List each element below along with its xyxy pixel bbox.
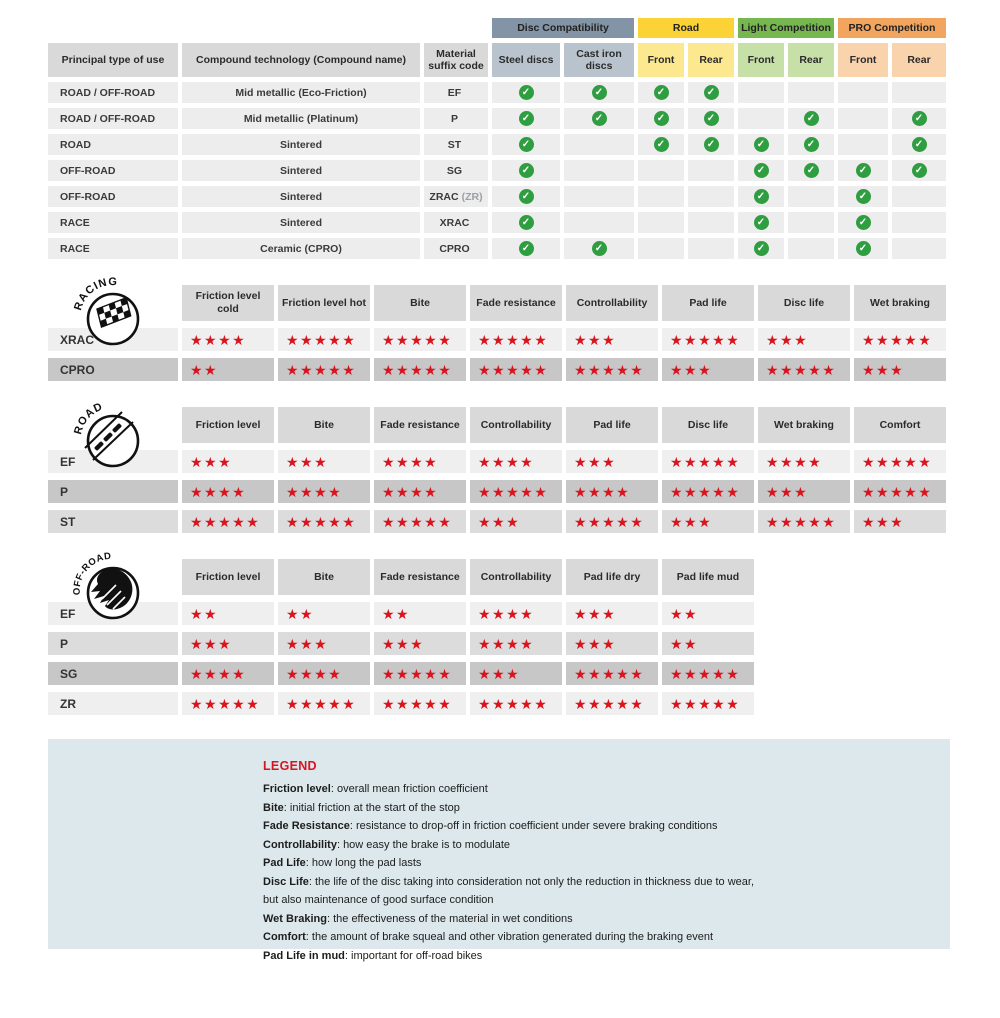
check-icon: ✓ — [592, 85, 607, 100]
legend-desc: : the effectiveness of the material in wet conditions — [326, 912, 573, 925]
star-rating: ★★★★★ — [662, 328, 754, 351]
legend-item — [263, 836, 920, 855]
offroad-section-label: OFF-ROAD — [71, 550, 113, 596]
group-header-light-competition: Light Competition — [738, 18, 834, 38]
compat-cell — [738, 212, 784, 233]
compat-cell — [492, 108, 560, 129]
suffix-cell — [424, 82, 488, 103]
row-label: ZR — [48, 692, 178, 715]
compat-cell — [788, 134, 834, 155]
compat-cell — [838, 134, 888, 155]
check-icon: ✓ — [804, 137, 819, 152]
legend-term: Disc Life — [263, 875, 309, 888]
compatibility-table — [48, 18, 1000, 259]
racing-col-header: Fade resistance — [470, 285, 562, 321]
star-rating: ★★ — [278, 602, 370, 625]
road-table — [48, 407, 1000, 533]
check-icon: ✓ — [654, 85, 669, 100]
suffix-code: ST — [447, 138, 462, 151]
legend-term: Fade Resistance — [263, 820, 350, 832]
legend-item — [263, 873, 920, 892]
star-rating: ★★★★ — [470, 632, 562, 655]
compat-cell — [892, 160, 946, 181]
compound-cell: Sintered — [182, 160, 420, 181]
star-rating: ★★★ — [758, 480, 850, 503]
check-icon: ✓ — [704, 111, 719, 126]
suffix-cell — [424, 238, 488, 259]
use-cell: OFF-ROAD — [48, 186, 178, 207]
col-header-road-front: Front — [638, 43, 684, 77]
compat-cell — [638, 186, 684, 207]
suffix-code: EF — [447, 86, 462, 99]
star-rating: ★★★★ — [374, 480, 466, 503]
compat-cell — [638, 212, 684, 233]
racing-col-header: Controllability — [566, 285, 658, 321]
compat-cell — [492, 134, 560, 155]
group-header-pro-competition: PRO Competition — [838, 18, 946, 38]
legend-item — [263, 799, 920, 818]
racing-col-header: Wet braking — [854, 285, 946, 321]
star-rating: ★★★★★ — [566, 358, 658, 381]
star-rating: ★★★ — [182, 632, 274, 655]
compat-cell — [738, 108, 784, 129]
compat-cell — [492, 160, 560, 181]
star-rating: ★★★★★ — [854, 450, 946, 473]
check-icon: ✓ — [912, 111, 927, 126]
check-icon: ✓ — [592, 111, 607, 126]
star-rating: ★★★★★ — [374, 358, 466, 381]
legend-desc: : the life of the disc taking into consideration not only the reduction in thickness due to wear, — [308, 875, 755, 888]
suffix-cell — [424, 108, 488, 129]
star-rating: ★★★★★ — [278, 692, 370, 715]
check-icon: ✓ — [754, 189, 769, 204]
use-cell: ROAD — [48, 134, 178, 155]
check-icon: ✓ — [592, 241, 607, 256]
compat-cell — [638, 134, 684, 155]
star-rating: ★★★★★ — [470, 480, 562, 503]
compat-cell — [564, 108, 634, 129]
star-rating: ★★★★★ — [566, 510, 658, 533]
road-col-header: Wet braking — [758, 407, 850, 443]
corner-spacer — [48, 18, 488, 38]
star-rating: ★★★ — [566, 328, 658, 351]
compat-cell — [638, 82, 684, 103]
road-col-header: Friction level — [182, 407, 274, 443]
star-rating: ★★★ — [278, 632, 370, 655]
offroad-col-header: Bite — [278, 559, 370, 595]
star-rating: ★★ — [182, 602, 274, 625]
compat-cell — [788, 238, 834, 259]
star-rating: ★★★★★ — [278, 358, 370, 381]
offroad-col-header: Controllability — [470, 559, 562, 595]
legend-desc: : overall mean friction coefficient — [330, 783, 488, 795]
col-header-road-rear: Rear — [688, 43, 734, 77]
col-header-principal-use: Principal type of use — [48, 43, 178, 77]
check-icon: ✓ — [912, 137, 927, 152]
compound-cell: Sintered — [182, 212, 420, 233]
compat-cell — [892, 212, 946, 233]
star-rating: ★★★★ — [278, 662, 370, 685]
legend-item — [263, 928, 920, 947]
star-rating: ★★★★★ — [662, 450, 754, 473]
datasheet-page — [0, 18, 1000, 1018]
compat-cell — [564, 238, 634, 259]
compat-cell — [892, 108, 946, 129]
compat-cell — [838, 82, 888, 103]
star-rating: ★★★ — [182, 450, 274, 473]
road-col-header: Disc life — [662, 407, 754, 443]
star-rating: ★★★ — [470, 662, 562, 685]
compat-cell — [688, 212, 734, 233]
col-header-pro-front: Front — [838, 43, 888, 77]
compat-cell — [838, 108, 888, 129]
star-rating: ★★★★ — [470, 450, 562, 473]
compat-cell — [738, 134, 784, 155]
suffix-cell — [424, 186, 488, 207]
col-header-pro-rear: Rear — [892, 43, 946, 77]
use-cell: RACE — [48, 238, 178, 259]
compound-cell: Sintered — [182, 134, 420, 155]
star-rating: ★★★ — [566, 450, 658, 473]
star-rating: ★★★★★ — [470, 692, 562, 715]
suffix-cell — [424, 134, 488, 155]
star-rating: ★★★★★ — [758, 358, 850, 381]
legend-item — [263, 854, 920, 873]
star-rating: ★★★★★ — [374, 328, 466, 351]
star-rating: ★★★★★ — [758, 510, 850, 533]
compat-cell — [738, 238, 784, 259]
col-header-lc-rear: Rear — [788, 43, 834, 77]
row-label: EF — [48, 450, 178, 473]
legend-desc: but also maintenance of good surface condition — [263, 894, 494, 906]
legend-item — [263, 947, 920, 966]
star-rating: ★★★ — [662, 510, 754, 533]
star-rating: ★★★★★ — [278, 328, 370, 351]
legend-title: LEGEND — [263, 759, 317, 773]
suffix-code: XRAC — [439, 216, 470, 229]
star-rating: ★★★ — [566, 632, 658, 655]
star-rating: ★★★★ — [470, 602, 562, 625]
col-header-lc-front: Front — [738, 43, 784, 77]
check-icon: ✓ — [804, 111, 819, 126]
check-icon: ✓ — [519, 111, 534, 126]
compat-cell — [892, 238, 946, 259]
suffix-code: ZRAC — [429, 190, 459, 203]
check-icon: ✓ — [754, 163, 769, 178]
suffix-code: CPRO — [439, 242, 470, 255]
road-section — [48, 400, 1000, 533]
check-icon: ✓ — [856, 215, 871, 230]
road-col-header: Bite — [278, 407, 370, 443]
road-col-header: Fade resistance — [374, 407, 466, 443]
star-rating: ★★★★ — [278, 480, 370, 503]
compat-cell — [688, 134, 734, 155]
compat-cell — [638, 238, 684, 259]
row-label: SG — [48, 662, 178, 685]
row-label: EF — [48, 602, 178, 625]
compat-cell — [892, 82, 946, 103]
suffix-note: (ZR) — [461, 190, 483, 203]
col-header-steel-discs: Steel discs — [492, 43, 560, 77]
compat-cell — [688, 108, 734, 129]
road-col-header: Pad life — [566, 407, 658, 443]
check-icon: ✓ — [654, 111, 669, 126]
legend-item — [263, 891, 920, 910]
compat-cell — [738, 82, 784, 103]
compat-cell — [564, 160, 634, 181]
compat-cell — [638, 108, 684, 129]
check-icon: ✓ — [519, 137, 534, 152]
row-label: P — [48, 480, 178, 503]
offroad-icon — [70, 549, 154, 627]
col-header-compound-technology: Compound technology (Compound name) — [182, 43, 420, 77]
compat-cell — [688, 186, 734, 207]
offroad-col-header: Pad life dry — [566, 559, 658, 595]
check-icon: ✓ — [704, 85, 719, 100]
star-rating: ★★★★★ — [278, 510, 370, 533]
star-rating: ★★★★★ — [566, 662, 658, 685]
check-icon: ✓ — [519, 241, 534, 256]
compat-cell — [788, 160, 834, 181]
compat-cell — [838, 160, 888, 181]
legend-panel — [48, 739, 950, 962]
legend-term: Bite — [263, 801, 284, 814]
star-rating: ★★★ — [374, 632, 466, 655]
check-icon: ✓ — [754, 241, 769, 256]
star-rating: ★★★ — [278, 450, 370, 473]
group-header-road: Road — [638, 18, 734, 38]
suffix-code: P — [450, 112, 458, 125]
racing-col-header: Friction level hot — [278, 285, 370, 321]
star-rating: ★★ — [662, 602, 754, 625]
use-cell: OFF-ROAD — [48, 160, 178, 181]
star-rating: ★★★★★ — [470, 358, 562, 381]
offroad-section — [48, 550, 1000, 715]
compat-cell — [564, 186, 634, 207]
compat-cell — [738, 160, 784, 181]
legend-desc: : the amount of brake squeal and other vibration generated during the braking event — [305, 931, 714, 943]
compound-cell: Ceramic (CPRO) — [182, 238, 420, 259]
compat-cell — [788, 82, 834, 103]
star-rating: ★★★★ — [182, 328, 274, 351]
racing-col-header: Disc life — [758, 285, 850, 321]
compat-cell — [638, 160, 684, 181]
road-col-header: Comfort — [854, 407, 946, 443]
compat-cell — [892, 134, 946, 155]
check-icon: ✓ — [856, 189, 871, 204]
check-icon: ✓ — [654, 137, 669, 152]
compound-cell: Mid metallic (Eco-Friction) — [182, 82, 420, 103]
compat-cell — [492, 212, 560, 233]
suffix-code: SG — [446, 164, 463, 177]
legend-item — [263, 910, 920, 929]
star-rating: ★★ — [182, 358, 274, 381]
use-cell: ROAD / OFF-ROAD — [48, 82, 178, 103]
road-icon — [70, 397, 154, 475]
compound-cell: Mid metallic (Platinum) — [182, 108, 420, 129]
compat-cell — [838, 238, 888, 259]
row-label: P — [48, 632, 178, 655]
row-label: XRAC — [48, 328, 178, 351]
star-rating: ★★★ — [470, 510, 562, 533]
star-rating: ★★★★★ — [662, 662, 754, 685]
star-rating: ★★★★★ — [662, 480, 754, 503]
check-icon: ✓ — [519, 85, 534, 100]
check-icon: ✓ — [856, 241, 871, 256]
star-rating: ★★★★★ — [854, 328, 946, 351]
offroad-table — [48, 559, 1000, 715]
check-icon: ✓ — [519, 163, 534, 178]
use-cell: ROAD / OFF-ROAD — [48, 108, 178, 129]
compat-cell — [688, 238, 734, 259]
check-icon: ✓ — [519, 189, 534, 204]
legend-term: Friction level — [263, 783, 331, 795]
legend-desc: : how long the pad lasts — [305, 857, 422, 869]
star-rating: ★★★★★ — [566, 692, 658, 715]
check-icon: ✓ — [704, 137, 719, 152]
row-label: ST — [48, 510, 178, 533]
suffix-cell — [424, 160, 488, 181]
star-rating: ★★★ — [854, 510, 946, 533]
use-cell: RACE — [48, 212, 178, 233]
racing-section-label: RACING — [72, 276, 118, 312]
legend-desc: : resistance to drop-off in friction coefficient under severe braking conditions — [349, 820, 718, 832]
legend-term: Wet Braking — [263, 912, 327, 925]
compat-cell — [564, 82, 634, 103]
compat-cell — [788, 212, 834, 233]
star-rating: ★★ — [662, 632, 754, 655]
compat-cell — [738, 186, 784, 207]
legend-term: Pad Life — [263, 857, 306, 869]
star-rating: ★★★★★ — [182, 692, 274, 715]
legend-term: Comfort — [263, 931, 306, 943]
compat-cell — [564, 212, 634, 233]
offroad-col-header: Fade resistance — [374, 559, 466, 595]
racing-col-header: Pad life — [662, 285, 754, 321]
check-icon: ✓ — [804, 163, 819, 178]
star-rating: ★★★★★ — [470, 328, 562, 351]
compound-cell: Sintered — [182, 186, 420, 207]
star-rating: ★★★★★ — [374, 510, 466, 533]
racing-col-header: Friction level cold — [182, 285, 274, 321]
compat-cell — [492, 82, 560, 103]
star-rating: ★★★★ — [182, 662, 274, 685]
compat-cell — [788, 108, 834, 129]
legend-desc: : how easy the brake is to modulate — [336, 838, 510, 851]
compat-cell — [492, 238, 560, 259]
star-rating: ★★ — [374, 602, 466, 625]
compat-cell — [564, 134, 634, 155]
legend-item — [263, 817, 920, 836]
star-rating: ★★★★ — [374, 450, 466, 473]
star-rating: ★★★★ — [566, 480, 658, 503]
compat-cell — [492, 186, 560, 207]
legend-desc: : initial friction at the start of the stop — [283, 801, 460, 814]
compat-cell — [688, 160, 734, 181]
racing-table — [48, 285, 1000, 381]
star-rating: ★★★★ — [182, 480, 274, 503]
legend-item — [263, 780, 920, 799]
offroad-col-header: Friction level — [182, 559, 274, 595]
col-header-material-suffix: Material suffix code — [424, 43, 488, 77]
star-rating: ★★★ — [662, 358, 754, 381]
check-icon: ✓ — [912, 163, 927, 178]
star-rating: ★★★ — [566, 602, 658, 625]
compat-cell — [788, 186, 834, 207]
check-icon: ✓ — [519, 215, 534, 230]
racing-icon — [70, 275, 154, 353]
star-rating: ★★★★ — [758, 450, 850, 473]
star-rating: ★★★★★ — [662, 692, 754, 715]
star-rating: ★★★★★ — [854, 480, 946, 503]
group-header-disc-compatibility: Disc Compatibility — [492, 18, 634, 38]
suffix-cell — [424, 212, 488, 233]
star-rating: ★★★★★ — [374, 692, 466, 715]
racing-section — [48, 276, 1000, 381]
col-header-cast-iron-discs: Cast iron discs — [564, 43, 634, 77]
row-label: CPRO — [48, 358, 178, 381]
compat-cell — [892, 186, 946, 207]
legend-term: Pad Life in mud — [263, 949, 345, 962]
compat-cell — [688, 82, 734, 103]
road-col-header: Controllability — [470, 407, 562, 443]
star-rating: ★★★★★ — [182, 510, 274, 533]
compat-cell — [838, 212, 888, 233]
check-icon: ✓ — [754, 137, 769, 152]
offroad-col-header: Pad life mud — [662, 559, 754, 595]
star-rating: ★★★ — [854, 358, 946, 381]
star-rating: ★★★★★ — [374, 662, 466, 685]
legend-desc: : important for off-road bikes — [344, 949, 483, 962]
check-icon: ✓ — [754, 215, 769, 230]
road-section-label: ROAD — [72, 400, 105, 436]
legend-term: Controllability — [263, 838, 337, 851]
star-rating: ★★★ — [758, 328, 850, 351]
check-icon: ✓ — [856, 163, 871, 178]
racing-col-header: Bite — [374, 285, 466, 321]
compat-cell — [838, 186, 888, 207]
